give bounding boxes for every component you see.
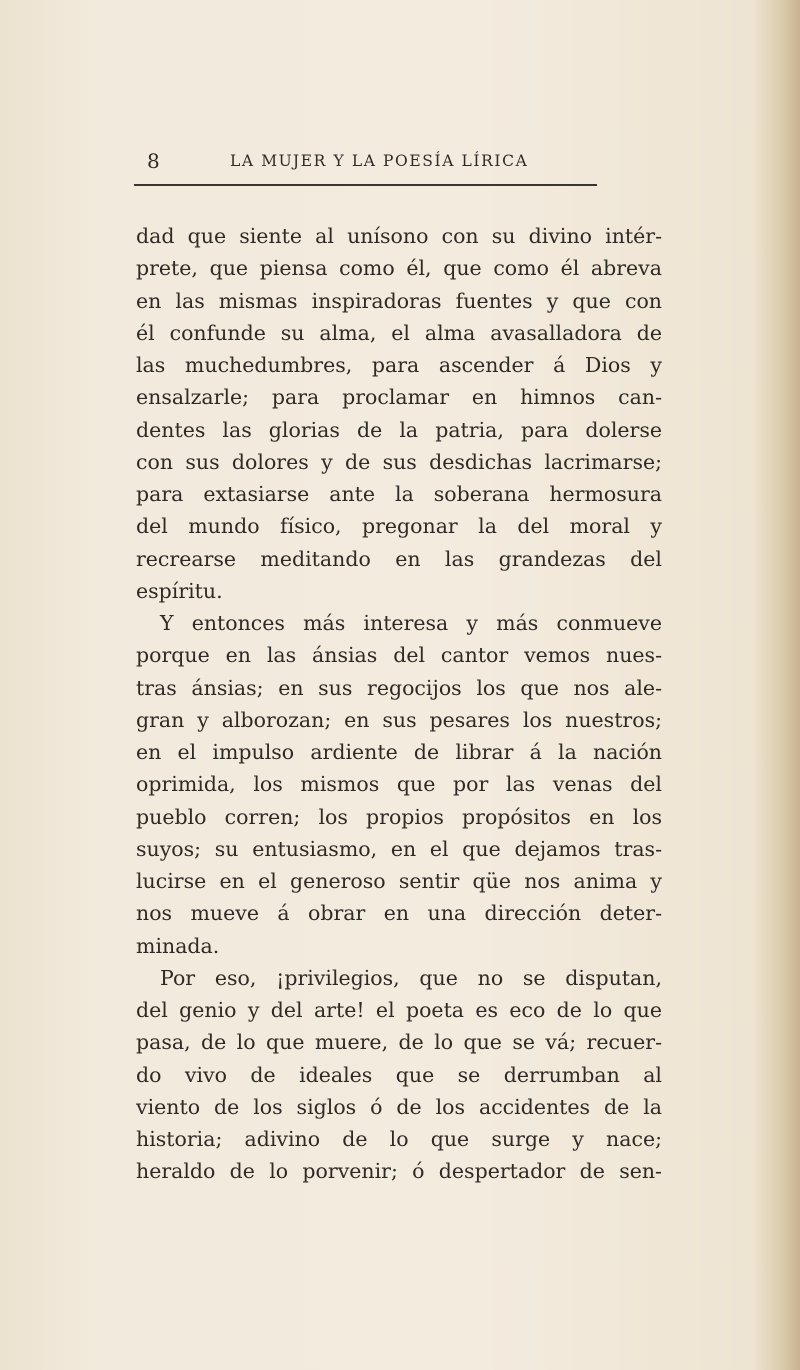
text-line: en las mismas inspiradoras fuentes y que con	[136, 288, 662, 313]
text-line: Y entonces más interesa y más conmueve	[160, 611, 662, 635]
text-line: heraldo de lo porvenir; ó despertador de sen-	[136, 1159, 662, 1184]
text-line: con sus dolores y de sus desdichas lacrimarse;	[136, 449, 662, 474]
text-line: historia; adivino de lo que surge y nace;	[136, 1127, 662, 1151]
page-header	[135, 146, 600, 176]
text-line: para extasiarse ante la soberana hermosura	[136, 482, 662, 506]
text-line: gran y alborozan; en sus pesares los nuestros;	[136, 707, 662, 732]
text-line: porque en las ánsias del cantor vemos nues-	[136, 643, 662, 668]
text-line: las muchedumbres, para ascender á Dios y	[136, 353, 662, 377]
text-line: ensalzarle; para proclamar en himnos can-	[136, 385, 662, 410]
text-line: dentes las glorias de la patria, para dolerse	[136, 417, 662, 442]
running-title: LA MUJER Y LA POESÍA LÍRICA	[230, 152, 529, 170]
text-line: del mundo físico, pregonar la del moral y	[136, 514, 662, 539]
text-line: espíritu.	[136, 578, 223, 603]
text-line: dad que siente al unísono con su divino intér-	[136, 224, 662, 248]
text-line: viento de los siglos ó de los accidentes de la	[136, 1094, 662, 1119]
text-line: oprimida, los mismos que por las venas del	[136, 772, 662, 797]
text-line: nos mueve á obrar en una dirección deter-	[136, 901, 662, 926]
text-line: lucirse en el generoso sentir qüe nos anima y	[136, 869, 662, 893]
text-line: en el impulso ardiente de librar á la nación	[136, 740, 662, 764]
text-line: del genio y del arte! el poeta es eco de lo que	[136, 998, 662, 1022]
text-line: minada.	[136, 933, 220, 958]
text-line: prete, que piensa como él, que como él abreva	[136, 256, 662, 281]
text-line: recrearse meditando en las grandezas del	[136, 546, 662, 571]
page-number: 8	[147, 149, 160, 173]
text-line: pueblo corren; los propios propósitos en los	[136, 804, 662, 829]
text-line: pasa, de lo que muere, de lo que se vá; recuer-	[136, 1030, 662, 1055]
body-text	[136, 220, 662, 1188]
text-line: suyos; su entusiasmo, en el que dejamos tras-	[136, 836, 662, 861]
text-line: él confunde su alma, el alma avasalladora de	[136, 320, 662, 345]
text-line: tras ánsias; en sus regocijos los que nos ale-	[136, 675, 662, 700]
text-line: do vivo de ideales que se derrumban al	[136, 1062, 662, 1087]
text-line: Por eso, ¡privilegios, que no se disputan,	[160, 965, 662, 990]
header-rule	[134, 184, 597, 186]
